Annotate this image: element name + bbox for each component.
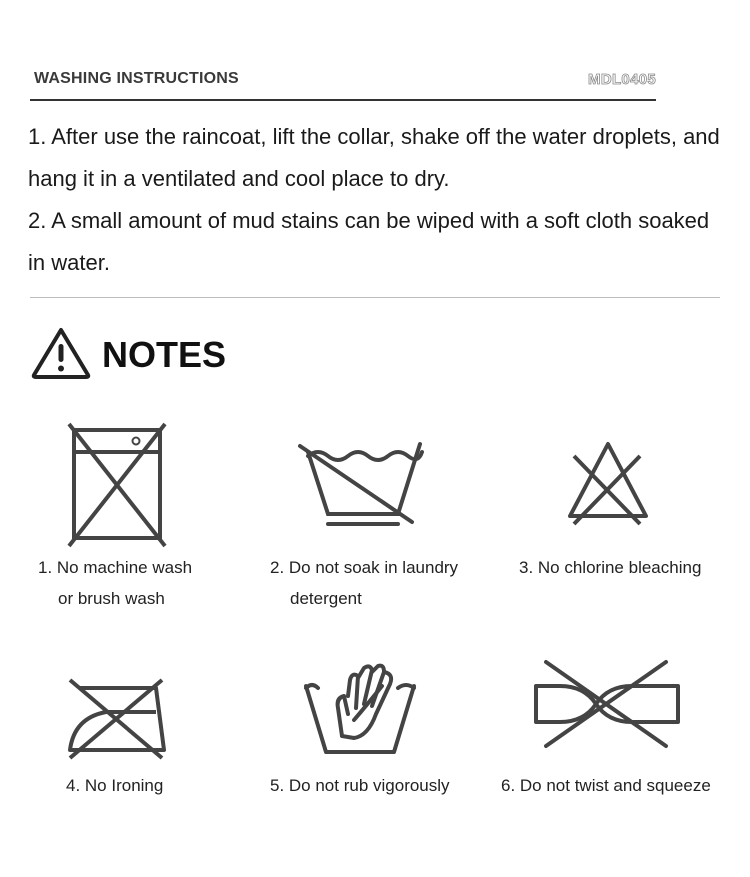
caption-no-machine-wash bbox=[38, 552, 192, 614]
caption-line: 4. No Ironing bbox=[66, 776, 164, 795]
caption-no-bleach bbox=[519, 552, 701, 583]
no-machine-wash-icon bbox=[66, 420, 168, 550]
caption-line: 5. Do not rub vigorously bbox=[270, 776, 450, 795]
instruction-1: 1. After use the raincoat, lift the collar, shake off the water droplets, and hang it in a ventilated and cool place to dry. bbox=[28, 124, 720, 191]
hand-wash-icon bbox=[298, 656, 422, 760]
instruction-2: 2. A small amount of mud stains can be wiped with a soft cloth soaked in water. bbox=[28, 208, 710, 275]
caption-no-soak bbox=[270, 552, 458, 614]
caption-no-iron bbox=[66, 770, 163, 801]
no-soak-icon bbox=[296, 438, 430, 530]
caption-line: 1. No machine wash bbox=[38, 558, 193, 577]
caption-no-wring bbox=[501, 770, 711, 801]
caption-line: detergent bbox=[290, 589, 362, 608]
header-title: WASHING INSTRUCTIONS bbox=[34, 70, 239, 87]
caption-hand-wash bbox=[270, 770, 450, 801]
header-rule bbox=[30, 99, 656, 101]
caption-line: or brush wash bbox=[58, 589, 165, 608]
product-code: MDL0405 bbox=[588, 71, 656, 88]
section-divider bbox=[30, 297, 720, 298]
caption-line: 6. Do not twist and squeeze bbox=[501, 776, 711, 795]
warning-triangle-icon bbox=[30, 326, 92, 380]
no-bleach-icon bbox=[562, 436, 654, 528]
notes-title: NOTES bbox=[102, 334, 227, 375]
caption-line: 2. Do not soak in laundry bbox=[270, 558, 459, 577]
caption-line: 3. No chlorine bleaching bbox=[519, 558, 702, 577]
no-wring-icon bbox=[532, 658, 682, 750]
no-iron-icon bbox=[66, 676, 170, 760]
instructions-block bbox=[28, 116, 728, 284]
